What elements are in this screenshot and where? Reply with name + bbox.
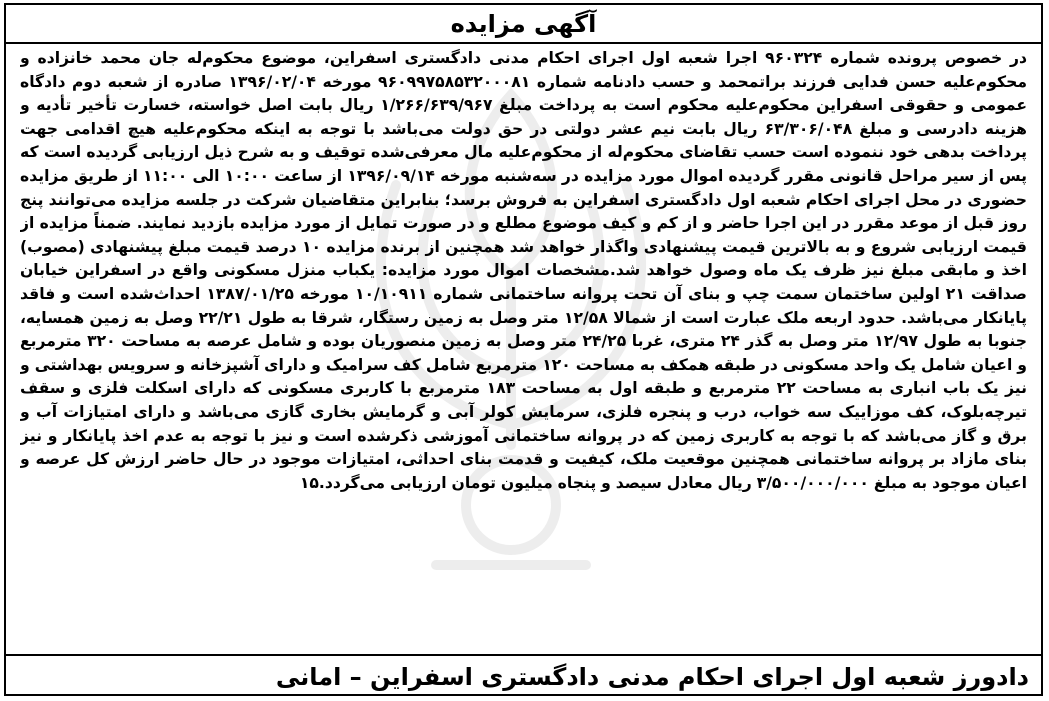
- auction-notice: [4, 3, 1043, 696]
- notice-signature: دادورز شعبه اول اجرای احکام مدنی دادگستری اسفراین – امانی: [275, 663, 1029, 691]
- notice-body: در خصوص پرونده شماره ۹۶۰۳۲۴ اجرا شعبه اول اجرای احکام مدنی دادگستری اسفراین، موضوع محکوم‌له جان محمد خانزاده و محکوم‌علیه حسن فدایی فرزند براتمحمد و حسب دادنامه شماره ۹۶۰۹۹۷۵۸۵۳۲۰۰۰۸۱ مورخه ۱۳۹۶/۰۲/۰۴ صادره از شعبه دوم دادگاه عمومی و حقوقی اسفراین محکوم‌علیه محکوم است به پرداخت مبلغ ۱/۲۶۶/۶۳۹/۹۶۷ ریال بابت اصل خواسته، خسارت تأخیر تأدیه و هزینه دادرسی و مبلغ ۶۳/۳۰۶/۰۴۸ ریال بابت نیم عشر دولتی در حق دولت می‌باشد با توجه به اینکه محکوم‌علیه هیچ اقدامی جهت پرداخت بدهی خود ننموده است حسب تقاضای محکوم‌له از محکوم‌علیه مال معرفی‌شده توقیف و به شرح ذیل ارزیابی گردیده است که پس از سیر مراحل قانونی مقرر گردیده اموال مورد مزایده در سه‌شنبه مورخه ۱۳۹۶/۰۹/۱۴ از ساعت ۱۰:۰۰ الی ۱۱:۰۰ از طریق مزایده حضوری در محل اجرای احکام شعبه اول دادگستری اسفراین به فروش برسد؛ بنابراین متقاضیان شرکت در جلسه مزایده می‌توانند پنج روز قبل از موعد مقرر در این اجرا حاضر و از کم و کیف موضوع مطلع و در صورت تمایل از مورد مزایده بازدید نمایند. ضمناً مزایده از قیمت ارزیابی شروع و به بالاترین قیمت پیشنهادی واگذار خواهد شد همچنین از برنده مزایده ۱۰ درصد قیمت مبلغ پیشنهادی (مصوب) اخذ و مابقی مبلغ نیز ظرف یک ماه وصول خواهد شد.مشخصات اموال مورد مزایده: یکباب منزل مسکونی واقع در اسفراین خیابان صداقت ۲۱ اولین ساختمان سمت چپ و بنای آن تحت پروانه ساختمانی شماره ۱۰/۱۰۹۱۱ مورخه ۱۳۸۷/۰۱/۲۵ احداث‌شده است و فاقد پایانکار می‌باشد. حدود اربعه ملک عبارت است از شمالا ۱۲/۵۸ متر وصل به زمین رستگار، شرقا به طول ۲۲/۲۱ وصل به زمین همسایه، جنوبا به طول ۱۲/۹۷ متر وصل به گذر ۲۴ متری، غربا ۲۴/۲۵ متر وصل به زمین منصوریان بوده و شامل عرصه به مساحت ۳۲۰ مترمربع و اعیان شامل یک واحد مسکونی در طبقه همکف به مساحت ۱۲۰ مترمربع شامل کف سرامیک و دارای آشپزخانه و سرویس بهداشتی و نیز یک باب انباری به مساحت ۲۲ مترمربع و طبقه اول به مساحت ۱۸۳ مترمربع با کاربری مسکونی که دارای اسکلت فلزی و سقف تیرچه‌بلوک، کف موزاییک سه خواب، درب و پنجره فلزی، سرمایش کولر آبی و گرمایش بخاری گازی می‌باشد و دارای امتیازات آب و برق و گاز می‌باشد که با توجه به کاربری زمین که در پروانه ساختمانی آموزشی ذکرشده است و نیز با توجه به عدم اخذ پایانکار و نیز بنای مازاد بر پروانه ساختمانی همچنین موقعیت ملک، کیفیت و قدمت بنای احداثی، امتیازات موجود در حال حاضر ارزش کل عرصه و اعیان موجود به مبلغ ۳/۵۰۰/۰۰۰/۰۰۰ ریال معادل سیصد و پنجاه میلیون تومان ارزیابی می‌گردد.۱۵: [20, 49, 1027, 492]
- title-divider: [6, 42, 1041, 44]
- footer-divider: [6, 654, 1041, 656]
- notice-title: آگهی مزایده: [450, 10, 597, 38]
